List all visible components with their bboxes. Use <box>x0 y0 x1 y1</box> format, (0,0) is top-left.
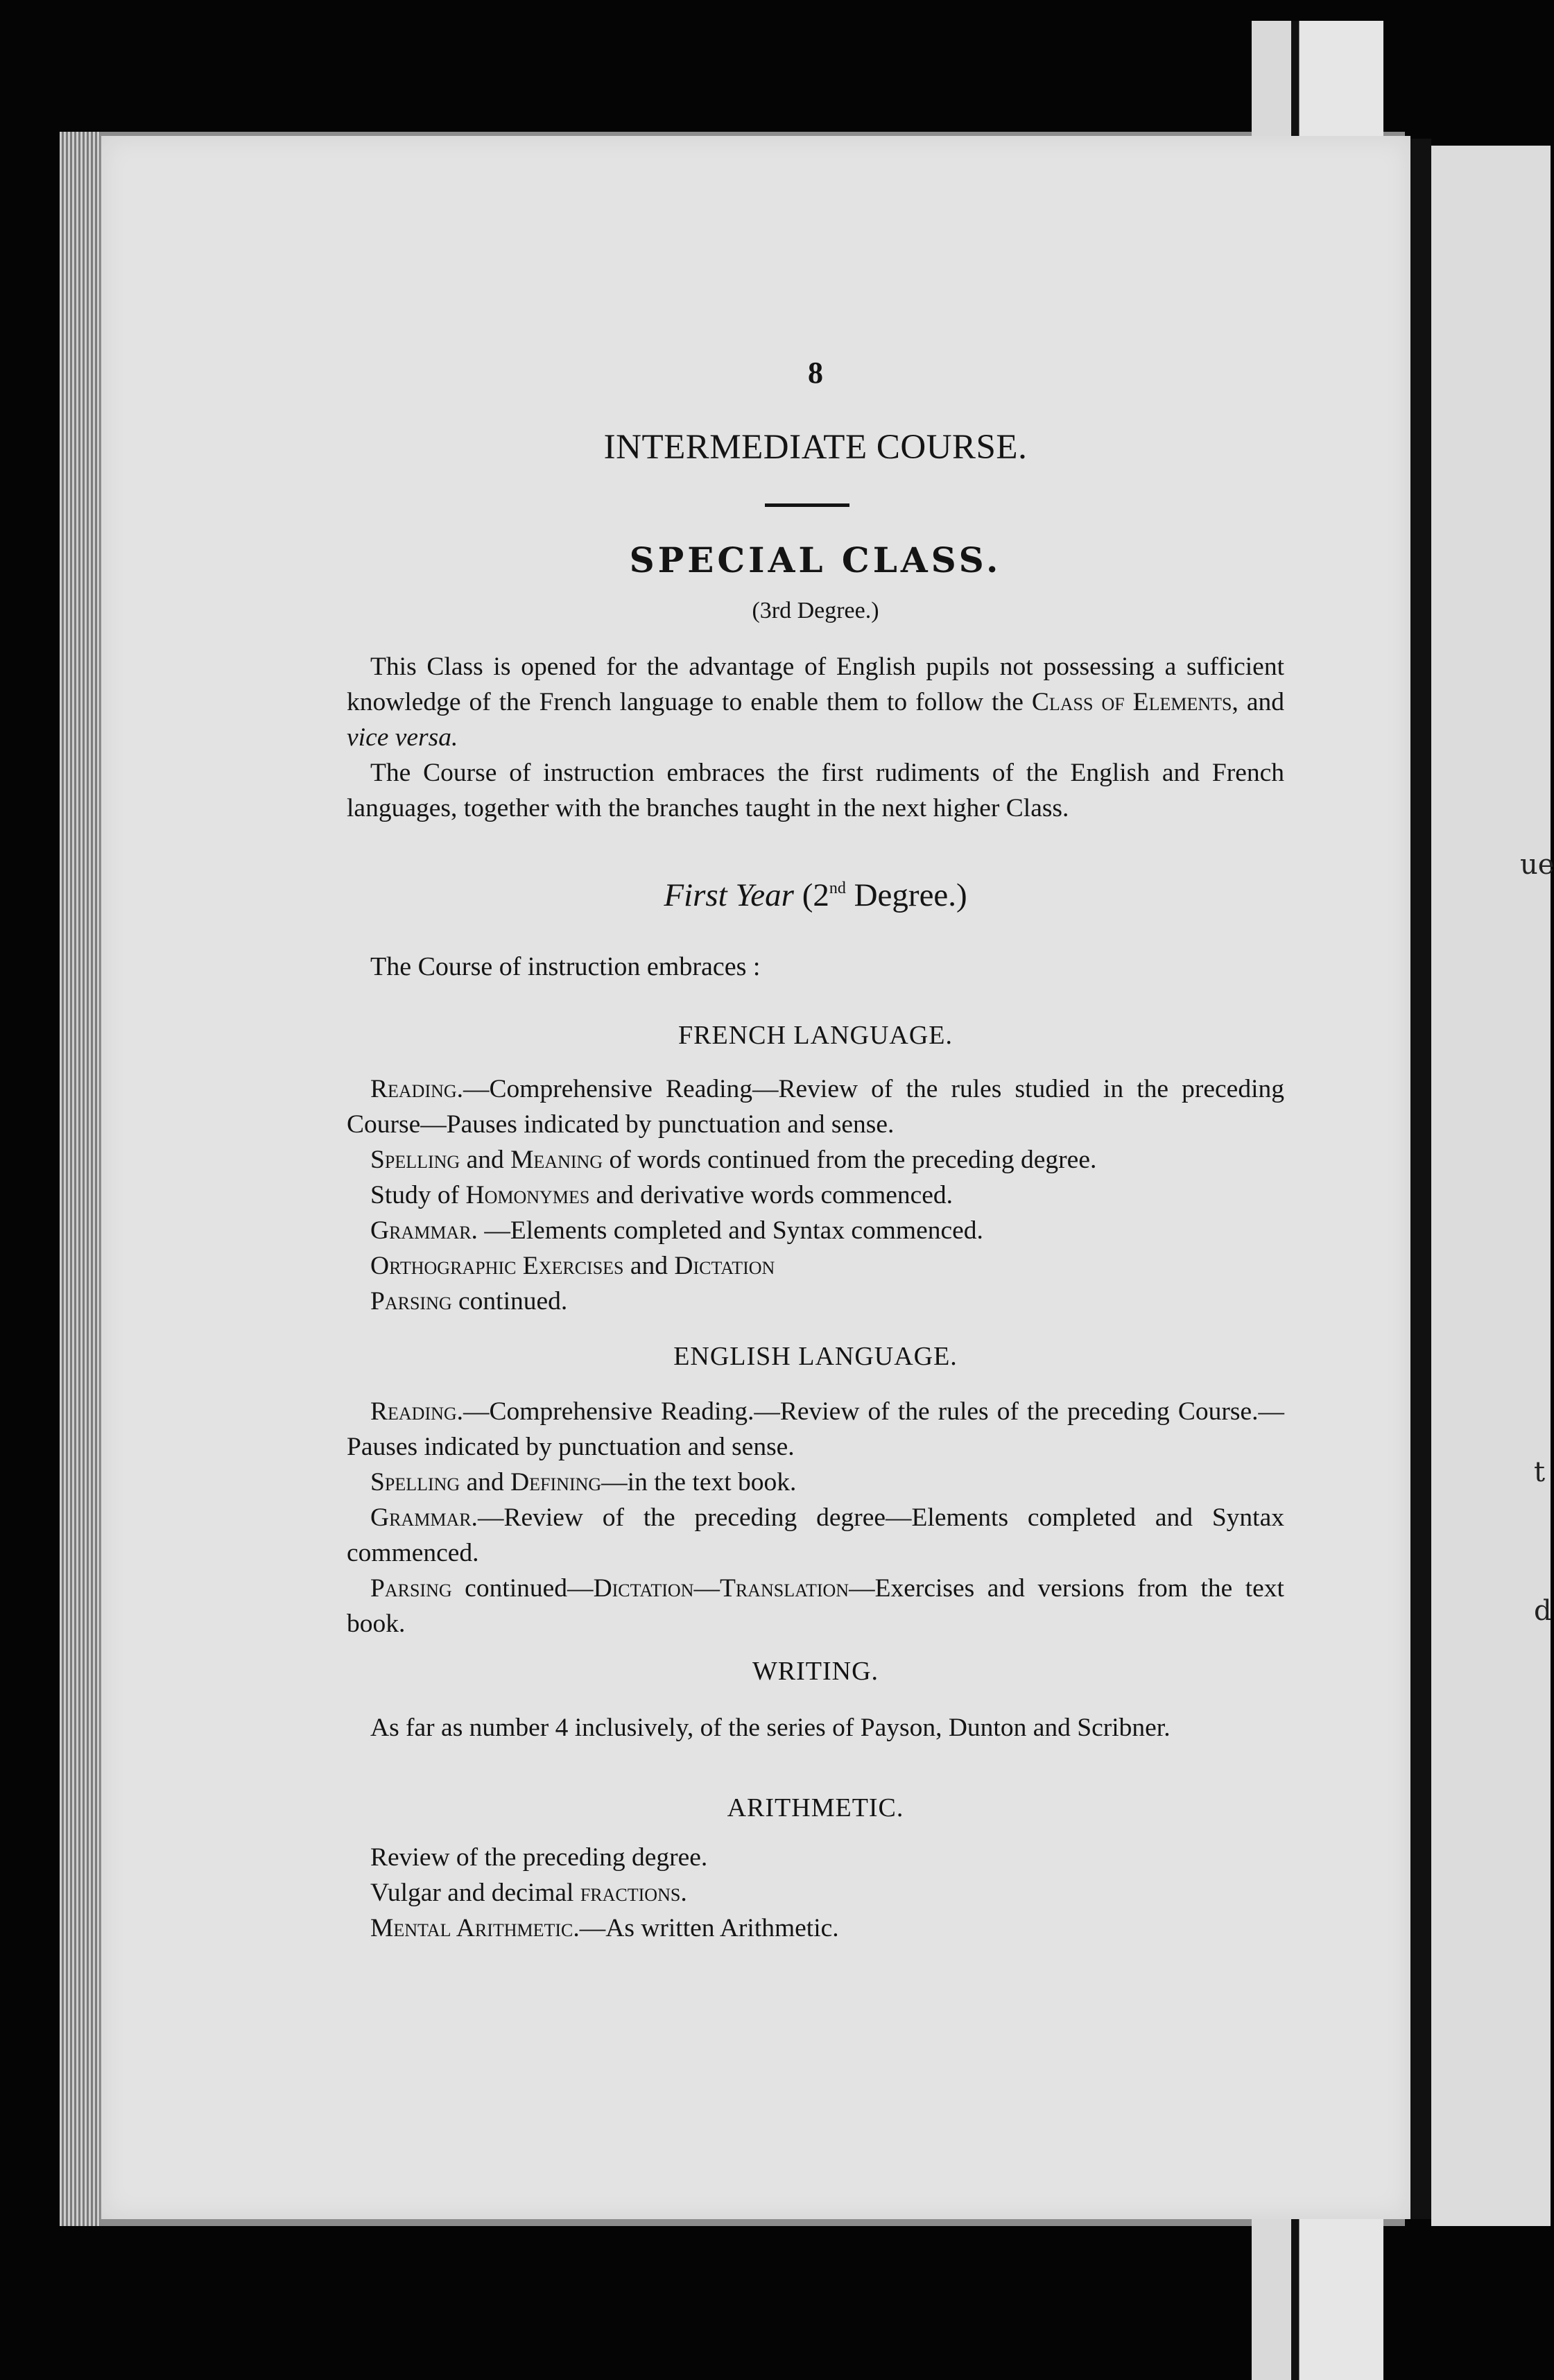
french-orthographic: Orthographic Exercises and Dictation <box>370 1252 775 1280</box>
class-degree: (3rd Degree.) <box>752 598 879 623</box>
english-grammar: Grammar.—Review of the preceding degree—Elements completed and Syntax commenced. <box>347 1503 1284 1567</box>
french-parsing: Parsing continued. <box>370 1287 568 1316</box>
french-language-section <box>347 1071 1284 1319</box>
english-language-heading: ENGLISH LANGUAGE. <box>673 1342 958 1371</box>
title-rule <box>765 503 849 507</box>
french-grammar: Grammar. —Elements completed and Syntax commenced. <box>370 1216 983 1245</box>
writing-heading: WRITING. <box>752 1657 879 1686</box>
english-spelling: Spelling and Defining—in the text book. <box>370 1468 797 1497</box>
writing-section <box>347 1710 1284 1745</box>
book-gutter <box>1410 139 1431 2219</box>
course-embraces-text: The Course of instruction embraces : <box>370 952 761 981</box>
arithmetic-heading: ARITHMETIC. <box>727 1793 904 1822</box>
facing-page <box>1431 146 1551 2226</box>
arithmetic-fractions: Vulgar and decimal fractions. <box>370 1879 687 1907</box>
arithmetic-review: Review of the preceding degree. <box>370 1843 708 1872</box>
book-tab-top <box>1252 21 1383 139</box>
writing-text: As far as number 4 inclusively, of the series of Payson, Dunton and Scribner. <box>370 1714 1171 1742</box>
english-parsing: Parsing continued—Dictation—Translation—Exercises and versions from the text book. <box>347 1574 1284 1638</box>
facing-page-fragment: ue <box>1520 849 1554 881</box>
arithmetic-section <box>347 1840 1284 1946</box>
french-homonymes: Study of Homonymes and derivative words commenced. <box>370 1181 953 1209</box>
first-year-heading: First Year (2nd Degree.) <box>664 877 967 913</box>
page-number: 8 <box>808 356 823 390</box>
french-language-heading: FRENCH LANGUAGE. <box>678 1021 953 1050</box>
english-reading: Reading.—Comprehensive Reading.—Review of the rules of the preceding Course.—Pauses indicated by punctuation and sense. <box>347 1397 1284 1461</box>
intro-paragraph-2: The Course of instruction embraces the first rudiments of the English and French languages, together with the branches taught in the next higher Class. <box>347 759 1284 822</box>
english-language-section <box>347 1394 1284 1641</box>
facing-page-fragment: t <box>1534 1456 1546 1488</box>
facing-page-fragment: d <box>1534 1595 1552 1627</box>
course-title: INTERMEDIATE COURSE. <box>603 428 1028 467</box>
intro-paragraph-1: This Class is opened for the advantage of English pupils not possessing a sufficient knowledge of the French language to enable them to follow the Class of Elements, and vice versa. <box>347 653 1284 752</box>
arithmetic-mental: Mental Arithmetic.—As written Arithmetic. <box>370 1914 839 1942</box>
page-edge-lines <box>60 132 100 2226</box>
intro-section <box>347 649 1284 826</box>
french-spelling: Spelling and Meaning of words continued from the preceding degree. <box>370 1146 1097 1174</box>
class-title: SPECIAL CLASS. <box>629 540 1002 580</box>
french-reading: Reading.—Comprehensive Reading—Review of the rules studied in the preceding Course—Pauses indicated by punctuation and sense. <box>347 1075 1284 1139</box>
